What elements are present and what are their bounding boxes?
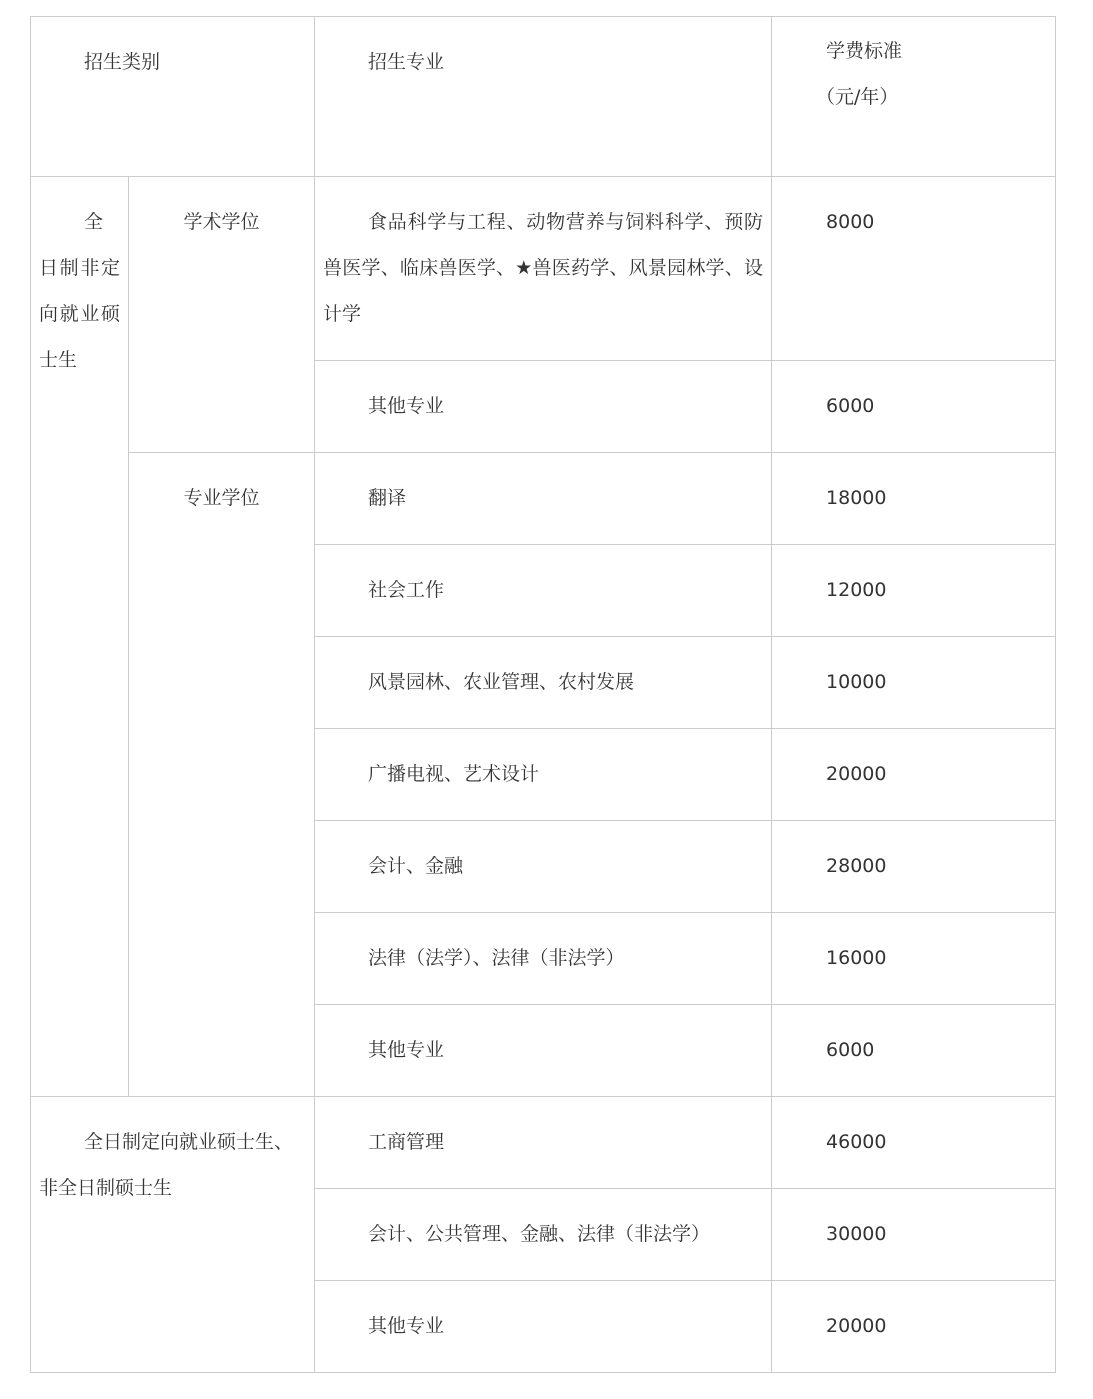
- table-header-row: [31, 17, 1056, 177]
- fee-cell: 20000: [772, 729, 1056, 821]
- header-fee: [772, 17, 1056, 177]
- major-cell: 广播电视、艺术设计: [315, 729, 772, 821]
- group-fulltime-nondirected: [31, 177, 129, 1097]
- major-cell: 翻译: [315, 453, 772, 545]
- major-cell: 其他专业: [315, 361, 772, 453]
- fee-cell: 6000: [772, 361, 1056, 453]
- subgroup-academic: [129, 177, 315, 453]
- group-directed-parttime: [31, 1097, 315, 1373]
- fee-cell: 16000: [772, 913, 1056, 1005]
- major-cell: 会计、金融: [315, 821, 772, 913]
- major-cell: 社会工作: [315, 545, 772, 637]
- major-cell: 工商管理: [315, 1097, 772, 1189]
- major-cell: 会计、公共管理、金融、法律（非法学）: [315, 1189, 772, 1281]
- subgroup-academic-label: 学术学位: [183, 211, 260, 233]
- header-fee-line1: 学费标准: [826, 40, 903, 62]
- header-category: 招生类别: [31, 17, 315, 177]
- fee-cell: 8000: [772, 177, 1056, 361]
- fee-cell: 12000: [772, 545, 1056, 637]
- fee-cell: 18000: [772, 453, 1056, 545]
- fee-cell: 30000: [772, 1189, 1056, 1281]
- table-row: [31, 453, 1056, 545]
- major-cell: 食品科学与工程、动物营养与饲料科学、预防兽医学、临床兽医学、★兽医药学、风景园林学、设计学: [315, 177, 772, 361]
- major-cell: 风景园林、农业管理、农村发展: [315, 637, 772, 729]
- table-row: [31, 1097, 1056, 1189]
- header-fee-line2: （元/年）: [816, 86, 899, 108]
- major-cell: 其他专业: [315, 1005, 772, 1097]
- major-cell: 其他专业: [315, 1281, 772, 1373]
- major-cell: 法律（法学）、法律（非法学）: [315, 913, 772, 1005]
- group-directed-parttime-label: 全日制定向就业硕士生、非全日制硕士生: [39, 1131, 294, 1199]
- fee-cell: 6000: [772, 1005, 1056, 1097]
- subgroup-professional: [129, 453, 315, 1097]
- fee-cell: 20000: [772, 1281, 1056, 1373]
- table-row: [31, 177, 1056, 361]
- fee-cell: 10000: [772, 637, 1056, 729]
- fee-cell: 46000: [772, 1097, 1056, 1189]
- tuition-fee-table: [30, 16, 1056, 1373]
- group-fulltime-nondirected-label: 全日制非定向就业硕士生: [39, 211, 120, 371]
- fee-cell: 28000: [772, 821, 1056, 913]
- header-major: 招生专业: [315, 17, 772, 177]
- subgroup-professional-label: 专业学位: [183, 487, 260, 509]
